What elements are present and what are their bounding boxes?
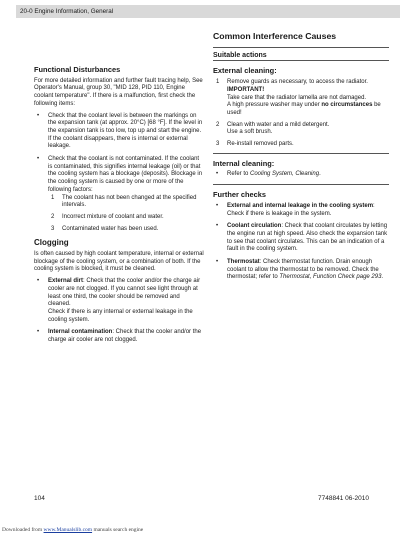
suitable-actions-heading: Suitable actions — [213, 51, 267, 59]
internal-cleaning-bullets — [213, 171, 389, 179]
download-notice: Downloaded from www.Manualslib.com manuals search engine — [2, 527, 144, 533]
divider — [213, 60, 389, 61]
right-column — [213, 26, 389, 287]
important-label: IMPORTANT! — [227, 86, 265, 93]
divider — [213, 153, 389, 154]
left-column — [34, 60, 204, 350]
functional-intro: For more detailed information and further fault tracing help, See Operator's Manual, group 30, "MID 128, PID 110, Engine coolant temperature". If there is a malfunction, first check the following items: — [34, 77, 203, 107]
document-number: 7748841 06-2010 — [318, 495, 369, 502]
list-item: 3 Re-install removed parts. — [216, 141, 294, 148]
list-item: • Check that the coolant level is between the markings on the expansion tank (at approx. 20°C) [68 °F]. If the level in the expansion tank is too low, top up and start the engine. If the coolant disappears, there is internal or external leakage. — [37, 112, 203, 150]
list-item: • Refer to Cooling System, Cleaning. — [216, 171, 321, 178]
factor-list — [48, 195, 204, 234]
divider — [213, 47, 389, 48]
list-item: 2 Clean with water and a mild detergent. Use a soft brush. — [216, 121, 330, 136]
page-number: 104 — [34, 495, 45, 502]
bullet-icon: • — [37, 329, 40, 336]
functional-heading: Functional Disturbances — [34, 65, 121, 74]
bullet-icon: • — [37, 112, 40, 119]
list-item: • Thermostat: Check thermostat function. Drain enough coolant to allow the thermostat to be removed. Check the thermostat; refer to Thermostat, Function Check page 293. — [216, 259, 384, 281]
external-cleaning-steps — [213, 79, 389, 149]
list-item: 2 Incorrect mixture of coolant and water. — [51, 213, 164, 220]
clogging-intro: Is often caused by high coolant temperature, internal or external blockage of the cooling system, or a combination of both. If the cooling system is blocked, it must be cleaned. — [34, 251, 204, 273]
bullet-icon: • — [216, 202, 219, 209]
section-title: 20-0 Engine Information, General — [20, 8, 114, 15]
bullet-icon: • — [37, 278, 40, 285]
bullet-icon: • — [37, 156, 40, 163]
list-item: • Check that the coolant is not contaminated. If the coolant is contaminated, this signifies internal leakage (oil) or that the cooling system has a blockage (deposits). Blockage in the cooling system is caused by one or more of the following factors: 1 The coolant has not been changed at the specified intervals. 2 Incorrect mixture of coolant and water. 3 Contaminated water has been used. — [37, 156, 203, 232]
bullet-icon: • — [216, 223, 219, 230]
bullet-icon: • — [216, 259, 219, 266]
external-cleaning-heading: External cleaning: — [213, 66, 277, 76]
cross-reference[interactable]: Thermostat, Function Check page 293 — [279, 274, 382, 281]
list-item: • External and internal leakage in the cooling system: Check if there is leakage in the system. — [216, 202, 375, 217]
functional-bullets — [34, 113, 204, 234]
bullet-icon: • — [216, 171, 219, 178]
divider — [213, 184, 389, 185]
list-item: • Internal contamination: Check that the cooler and/or the charge air cooler are not clogged. — [37, 329, 202, 344]
cross-reference[interactable]: Cooling System, Cleaning — [250, 171, 320, 178]
further-checks-heading: Further checks — [213, 190, 266, 200]
list-item: 1 Remove guards as necessary, to access the radiator. IMPORTANT! Take care that the radiator lamella are not damaged. A high pressure washer may under no circumstances be used! — [216, 79, 381, 116]
clogging-heading: Clogging — [34, 238, 69, 248]
internal-cleaning-heading: Internal cleaning: — [213, 158, 275, 168]
list-item: • Coolant circulation: Check that coolant circulates by letting the engine run at high speed. Also check the expansion tank to see that coolant circulates. This can be an indication of a fault in the cooling system. — [216, 223, 388, 253]
list-item: 3 Contaminated water has been used. — [51, 225, 159, 232]
list-item: • External dirt: Check that the cooler and/or the charge air cooler are not clogged. If you cannot see light through at least one third, the cooler should be removed and cleaned. Check if there is any internal or external leakage in the cooling system. — [37, 278, 201, 323]
further-checks-bullets — [213, 203, 389, 282]
list-item: 1 The coolant has not been changed at the specified intervals. — [51, 194, 197, 209]
clogging-bullets — [34, 278, 204, 345]
manualslib-link[interactable]: www.Manualslib.com — [43, 527, 93, 533]
page-header — [16, 5, 400, 18]
page-title: Common Interference Causes — [213, 31, 337, 41]
